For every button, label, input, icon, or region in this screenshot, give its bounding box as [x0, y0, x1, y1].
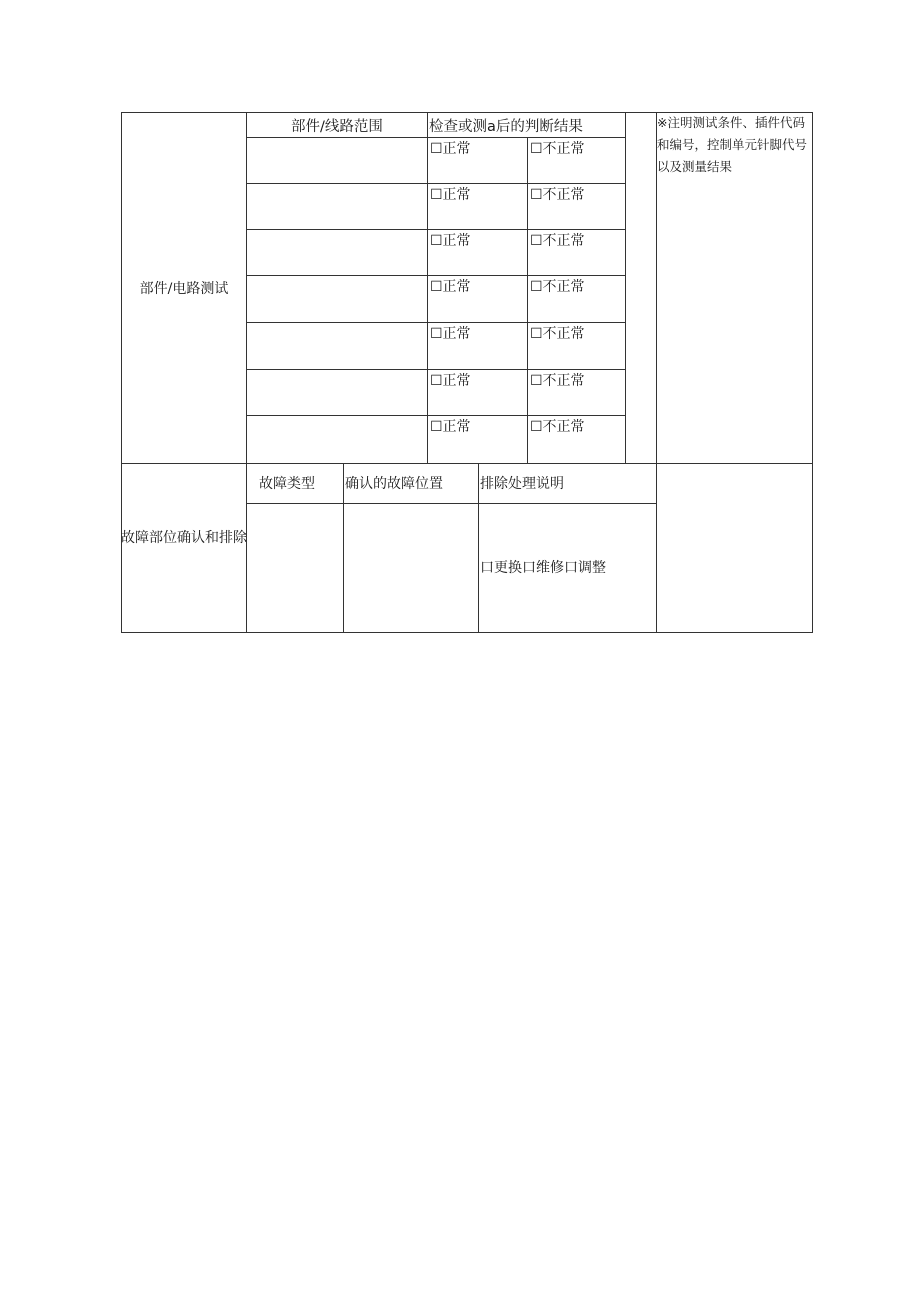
range-input-cell[interactable]	[246, 415, 428, 464]
normal-checkbox-label[interactable]: ☐正常	[430, 419, 471, 435]
fault-position-input-cell[interactable]	[343, 503, 479, 633]
fault-desc-options[interactable]: 口更换口维修口调整	[480, 560, 606, 576]
header-fault-desc: 排除处理说明	[480, 476, 564, 492]
range-input-cell[interactable]	[246, 137, 428, 184]
range-input-cell[interactable]	[246, 229, 428, 276]
abnormal-checkbox-label[interactable]: ☐不正常	[530, 141, 585, 157]
blank-column	[625, 112, 657, 464]
abnormal-checkbox-label[interactable]: ☐不正常	[530, 187, 585, 203]
range-input-cell[interactable]	[246, 369, 428, 416]
normal-checkbox-label[interactable]: ☐正常	[430, 326, 471, 342]
normal-checkbox-label[interactable]: ☐正常	[430, 373, 471, 389]
header-range: 部件/线路范围	[291, 119, 383, 135]
range-input-cell[interactable]	[246, 275, 428, 323]
header-result: 检查或测a后的判断结果	[429, 119, 583, 135]
note-text: ※注明测试条件、插件代码和编号，控制单元针脚代号以及测量结果	[657, 115, 808, 174]
normal-checkbox-label[interactable]: ☐正常	[430, 187, 471, 203]
normal-checkbox-label[interactable]: ☐正常	[430, 141, 471, 157]
abnormal-checkbox-label[interactable]: ☐不正常	[530, 373, 585, 389]
abnormal-checkbox-label[interactable]: ☐不正常	[530, 419, 585, 435]
range-input-cell[interactable]	[246, 322, 428, 370]
abnormal-checkbox-label[interactable]: ☐不正常	[530, 279, 585, 295]
normal-checkbox-label[interactable]: ☐正常	[430, 279, 471, 295]
abnormal-checkbox-label[interactable]: ☐不正常	[530, 233, 585, 249]
blank-right-cell	[656, 463, 813, 633]
component-test-label: 部件/电路测试	[139, 281, 229, 297]
fault-confirm-label: 故障部位确认和排除	[121, 530, 247, 546]
fault-type-input-cell[interactable]	[246, 503, 344, 633]
abnormal-checkbox-label[interactable]: ☐不正常	[530, 326, 585, 342]
header-fault-type: 故障类型	[259, 476, 315, 492]
range-input-cell[interactable]	[246, 183, 428, 230]
normal-checkbox-label[interactable]: ☐正常	[430, 233, 471, 249]
header-fault-position: 确认的故障位置	[345, 476, 443, 492]
